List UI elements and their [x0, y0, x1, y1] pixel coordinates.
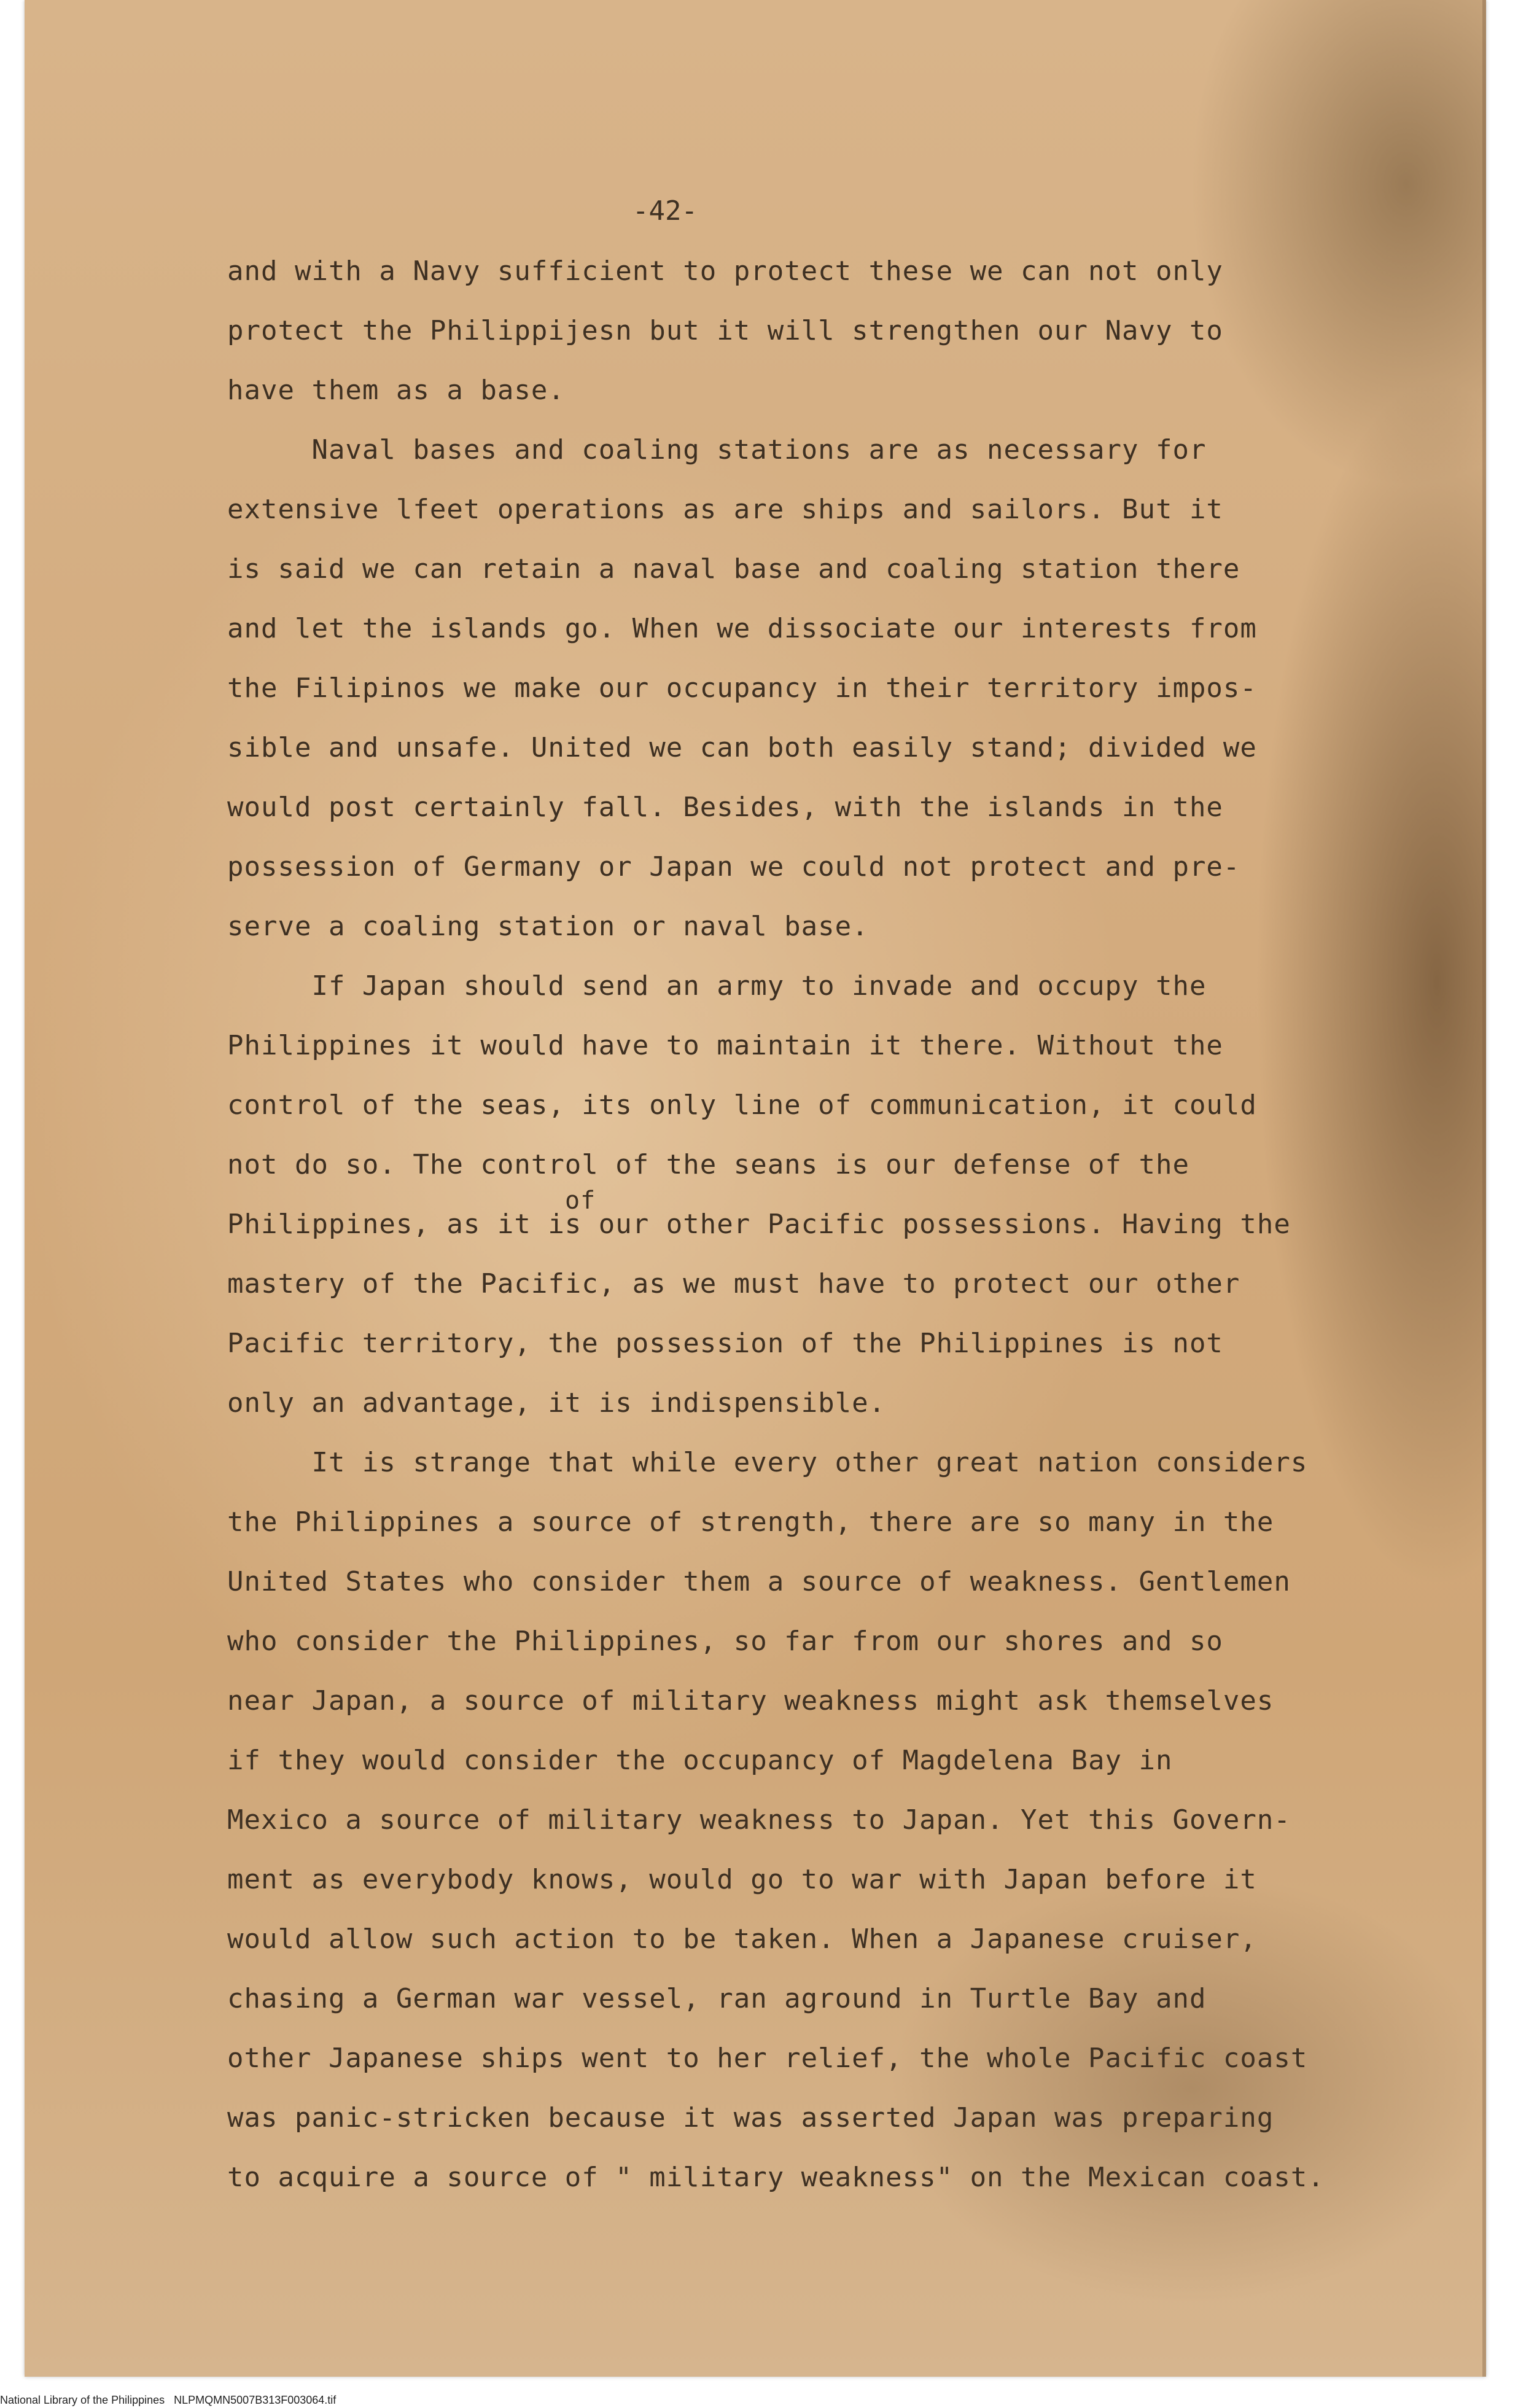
- text-line: United States who consider them a source of weakness. Gentlemen: [227, 1566, 1291, 1597]
- text-line: would post certainly fall. Besides, with the islands in the: [227, 792, 1223, 823]
- text-line: protect the Philippijesn but it will strengthen our Navy to: [227, 315, 1223, 346]
- text-line: the Filipinos we make our occupancy in their territory impos-: [227, 672, 1257, 704]
- text-line: mastery of the Pacific, as we must have to protect our other: [227, 1268, 1240, 1299]
- text-line: and let the islands go. When we dissociate our interests from: [227, 613, 1257, 644]
- text-line: Pacific territory, the possession of the Philippines is not: [227, 1328, 1223, 1359]
- text-line: if they would consider the occupancy of Magdelena Bay in: [227, 1745, 1173, 1776]
- text-line: It is strange that while every other great nation considers: [227, 1447, 1308, 1478]
- page-edge: [25, 0, 1486, 2377]
- archive-footer: National Library of the Philippines NLPMQMN5007B313F003064.tif: [0, 2394, 337, 2406]
- text-line: to acquire a source of " military weakness" on the Mexican coast.: [227, 2162, 1325, 2193]
- text-line: Naval bases and coaling stations are as necessary for: [227, 434, 1207, 466]
- text-line: Philippines, as it is our other Pacific possessions. Having the: [227, 1209, 1291, 1240]
- text-line: ment as everybody knows, would go to war with Japan before it: [227, 1864, 1257, 1895]
- text-line: have them as a base.: [227, 375, 565, 406]
- text-line: would allow such action to be taken. When a Japanese cruiser,: [227, 1923, 1257, 1955]
- text-line: not do so. The control of the seans is our defense of the: [227, 1149, 1189, 1180]
- text-line: serve a coaling station or naval base.: [227, 911, 869, 942]
- text-line: If Japan should send an army to invade and occupy the: [227, 970, 1207, 1002]
- text-line: chasing a German war vessel, ran aground in Turtle Bay and: [227, 1983, 1207, 2014]
- text-line: possession of Germany or Japan we could not protect and pre-: [227, 851, 1240, 883]
- text-line: control of the seas, its only line of communication, it could: [227, 1089, 1257, 1121]
- text-line: was panic-stricken because it was asserted Japan was preparing: [227, 2102, 1274, 2133]
- text-line: extensive lfeet operations as are ships and sailors. But it: [227, 494, 1223, 525]
- handwritten-insert: of: [565, 1186, 596, 1215]
- text-line: sible and unsafe. United we can both easily stand; divided we: [227, 732, 1257, 763]
- text-line: near Japan, a source of military weakness might ask themselves: [227, 1685, 1274, 1716]
- text-line: Mexico a source of military weakness to Japan. Yet this Govern-: [227, 1804, 1291, 1836]
- text-line: the Philippines a source of strength, there are so many in the: [227, 1506, 1274, 1538]
- text-line: other Japanese ships went to her relief, the whole Pacific coast: [227, 2043, 1308, 2074]
- text-line: and with a Navy sufficient to protect these we can not only: [227, 255, 1223, 287]
- text-line: is said we can retain a naval base and coaling station there: [227, 553, 1240, 585]
- page-number: -42-: [632, 195, 698, 227]
- text-line: who consider the Philippines, so far from our shores and so: [227, 1626, 1223, 1657]
- text-line: Philippines it would have to maintain it there. Without the: [227, 1030, 1223, 1061]
- document-page: [25, 0, 1486, 2377]
- text-line: only an advantage, it is indispensible.: [227, 1387, 886, 1419]
